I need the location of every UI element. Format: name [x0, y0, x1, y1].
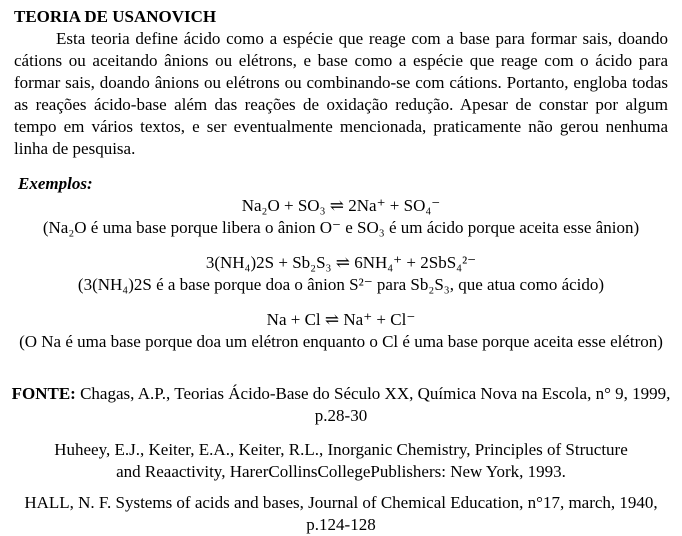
- example-block-2: [4, 252, 678, 296]
- reference-huheey: Huheey, E.J., Keiter, E.A., Keiter, R.L., Inorganic Chemistry, Principles of Structure and Reaactivity, HarerCollinsCollegePublishers: New York, 1993.: [54, 440, 628, 481]
- equation-explanation-2: (3(NH₄)2S é a base porque doa o ânion S²⁻ para Sb₂S₃, que atua como ácido): [77, 275, 605, 294]
- equation-explanation-3: (O Na é uma base porque doa um elétron enquanto o Cl é uma base porque aceita esse elétron): [19, 332, 663, 351]
- intro-paragraph: Esta teoria define ácido como a espécie que reage com a base para formar sais, doando cátions ou aceitando ânions ou elétrons, e base como a espécie que reage com o ácido para formar sais, doando ânions ou elétrons ou combinando-se com cátions. Portanto, engloba todas as reações ácido-base além das reações de oxidação redução. Apesar de constar por algum tempo em vários textos, e ser eventualmente mencionada, praticamente não gerou nenhuma linha de pesquisa.: [14, 29, 668, 158]
- chemical-equation-2: 3(NH₄)2S + Sb₂S₃ ⇌ 6NH₄⁺ + 2SbS₄²⁻: [205, 253, 477, 272]
- source-text: Chagas, A.P., Teorias Ácido-Base do Século XX, Química Nova na Escola, n° 9, 1999, p.28-30: [75, 384, 671, 425]
- example-block-1: [4, 195, 678, 239]
- examples-label: Exemplos:: [18, 174, 93, 193]
- chemical-equation-3: Na + Cl ⇌ Na⁺ + Cl⁻: [266, 310, 416, 329]
- equation-explanation-1: (Na₂O é uma base porque libera o ânion O⁻ e SO₃ é um ácido porque aceita esse ânion): [42, 218, 640, 237]
- source-reference: [10, 383, 672, 427]
- source-label: FONTE:: [11, 384, 76, 403]
- page-title: TEORIA DE USANOVICH: [14, 7, 217, 26]
- chemical-equation-1: Na₂O + SO₃ ⇌ 2Na⁺ + SO₄⁻: [241, 196, 441, 215]
- example-block-3: [4, 309, 678, 353]
- reference-hall: HALL, N. F. Systems of acids and bases, Journal of Chemical Education, n°17, march, 1940, p.124-128: [24, 493, 658, 534]
